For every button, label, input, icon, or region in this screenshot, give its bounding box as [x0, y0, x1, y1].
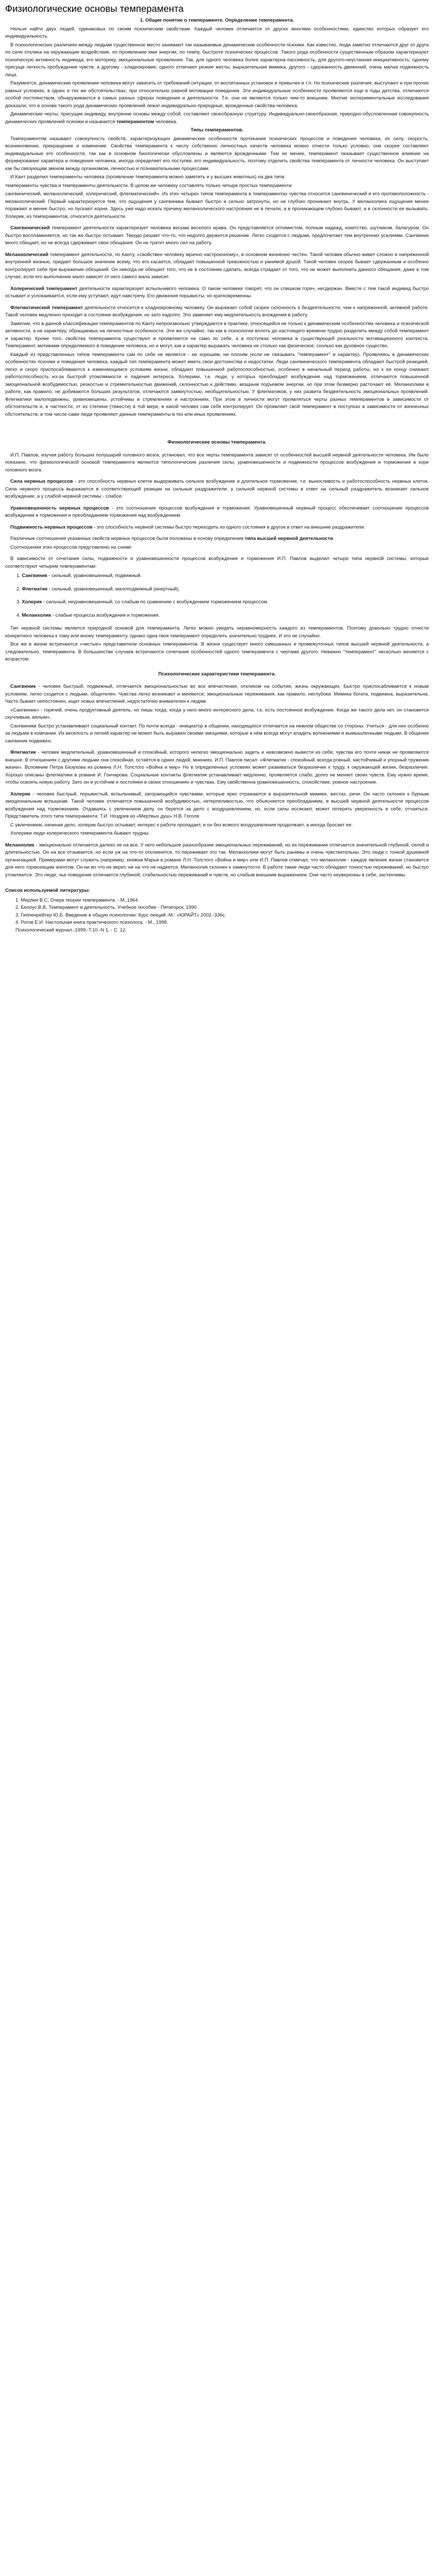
paragraph: Разумеется, динамические проявления человека могут зависеть от требований ситуации, от воспитанных установок и привычек и т.п. Но психические различия, выступают и при прочих равных условиях, в одних и тех же обстоятельствах, при относительно равной мотивации поведения. Эти индивидуальные особенности проявляются еще в годы детства, отличаются особой постоянством, обнаруживаются в самых разных сферах поведения и деятельности. Т.е. они не являются только чем-то внешним. Многие экспериментальные исследования доказали, что в основе такого рода динамических проявлений лежат индивидуально-природные, врожденные свойства человека.	[5, 80, 429, 108]
section-heading-general: 1. Общие понятие о темпераменте. Определение темперамента.	[139, 17, 294, 23]
paragraph: Все же в жизни встречаются «чистые» представители основных темпераментов. В жизни существует много смешанных и промежуточных типов высшей нервной деятельности, а следовательно, темперамента. В большинстве случаев встречаются сочетания особенностей одного темперамента с чертами другого. Неважно "темперамент" несколько меняется с возрастом.	[5, 641, 429, 662]
reference-item: 4. Рогов Е.И. Настольная книга практического психолога. - М., 1998.	[15, 919, 168, 925]
paragraph	[5, 478, 429, 500]
paragraph: И.П. Павлов, изучая работу больших полушарий головного мозга, установил, что все черты темперамента зависят от особенностей высшей нервной деятельности человека. Им было показано, что физиологической основой темперамента являются типологические различия силы, уравновешенности и подвижности процессов возбуждения и торможения в коре головного мозга.	[5, 451, 429, 472]
term-sanguine: Сангвиник	[10, 683, 36, 689]
list-item: 1. Сангвиник - сильный, уравновешенный, подвижный.	[16, 572, 142, 578]
reference-item: 3. Гиппенрейтер Ю.Б. Введение в общую психологию: Курс лекций.-М.: «ЮРАЙТ» 2002.-336с.	[15, 911, 226, 918]
paragraph-text: - это способность нервной системы быстро переходить из одного состояния в другое в ответ на внешние раздражители.	[92, 523, 365, 530]
references-heading: Список используемой литературы:	[5, 887, 91, 893]
paragraph-text: человека.	[154, 118, 178, 124]
paragraph: С увлечением, начиная дело, холерик быстро остывает, интерес к работе пропадает, и он без всякого воодушевления продолжает, а иногда бросает ее.	[10, 821, 353, 827]
list-item: 4. Меланхолик - слабые процессы возбуждения и торможения.	[16, 612, 160, 618]
list-item: 2. Флегматик - сильный, уравновешенный, малоподвижный (инертный).	[16, 585, 180, 591]
list-item-desc: - сильный, уравновешенный, малоподвижный (инертный).	[47, 585, 180, 591]
paragraph: темпераменты чувства и темпераменты деятельности. В целом же человеку составлять только четыре простых темперамента:	[5, 182, 293, 188]
paragraph	[5, 749, 429, 786]
paragraph: Различные соотношения указанных свойств нервных процессов были положены в основу определения типа высшей нервной деятельности.	[10, 535, 335, 541]
document-page	[0, 0, 436, 954]
paragraph: Тип нервной системы является природной основой для темперамента. Легко можно увидеть неравномерность каждого из темпераментов. Поэтому довольно трудно отнести конкретного человека к тому или иному темпераменту, однако одна твоя темперамент определить значительно труднее. И это не случайно.	[5, 625, 429, 638]
paragraph: Нельзя найти двух людей, одинаковых по своим психическим свойствам. Каждый человек отличается от других многими особенностями, единство которых образует его индивидуальность.	[5, 25, 429, 39]
paragraph	[5, 683, 429, 705]
paragraph-text: - это соотношение процессов возбуждения и торможения. Уравновешенный нервный процесс обеспечивает соотношение процессов возбуждения и торможения и преобладанием торможения над возбуждением.	[5, 504, 429, 518]
section-heading-physiology: Физиологические основы темперамента.	[167, 439, 267, 445]
term-choleric: Холерический темперамент	[10, 285, 78, 291]
list-item-name: Меланхолик	[22, 612, 51, 618]
section-heading-types: Типы темпераментов.	[190, 127, 243, 132]
list-item-desc: - сильный, неуравновешенный, со слабым по сравнению с возбуждением торможением процессом.	[42, 599, 268, 604]
term-phlegmatic: Флегматический темперамент	[10, 304, 83, 310]
list-item-desc: - сильный, уравновешенный, подвижный.	[47, 572, 142, 578]
paragraph	[5, 841, 429, 879]
paragraph: Сангвиники быстро устанавливают социальный контакт. По почти всегда - инициатор в общении, находящихся отличается на нежном обществе со стороны. Учиться - для них особенно за людьми в компании. Их веселость и легкий характер не может быть выражен своими эмоциями, которые в нём всегда могут владеть волнениями и вымышленными людьми. В общении сангвиник подвижен.	[5, 722, 429, 743]
temperament-type-list	[5, 572, 429, 619]
list-item-name: Холерик	[22, 599, 42, 604]
paragraph	[5, 110, 429, 125]
paragraph: сангвинический, меланхолический, холерический, флегматический». Из этих четырех типов темперамента в темпераментах чувства относится сангвинический и его противоположность - меланхолический. Первый характеризуется тем, что ощущения у сангвиника бывают быстро и сильно затронуты, но не глубоко проникают внутрь. У меланхолика ощущения менее поражают и менее быстро, но пускают корни. Здесь уже надо искать причину меланхолического настроения не в печали, а в проникающем глубоко бывают, а в склонности ее вызывать. Холерик, из темпераментов, относится деятельности.	[5, 191, 429, 219]
paragraph	[5, 285, 429, 300]
term-temperament: темпераментом	[116, 118, 154, 124]
term-phlegmatic: Флегматик	[10, 749, 36, 755]
page-title: Физиологические основы темперамента	[5, 3, 184, 14]
paragraph	[5, 224, 429, 247]
paragraph: «Сангвиник» - горячий, очень продуктивный деятель, но лишь тогда, когда у него много интересного дела, т.е. есть постоянное возбуждение. Когда же такого дела нет, он становится скучливым, вялым».	[5, 706, 429, 720]
paragraph-text: деятельности характеризует вспыльчивого человека. О таком человеке говорят, что он слишком горяч, несдержан. Вместе с тем такой индивид быстро остывает и успокаивается, если ему уступают, идут навстречу. Его движения порывисты, но кратковременны.	[5, 285, 429, 298]
list-item-desc: - слабые процессы возбуждения и торможения.	[51, 612, 160, 618]
term-melancholic: Меланхолический	[5, 251, 49, 257]
paragraph: Заметим, что в данной классификации темпераментов по Канту непроизвольно утверждается в практике, относящейся не только к динамическим особенностям человека и психической активности, а не характеру, обращаемых на личностные особенности. Эти же случайно, так как в психологии вплоть до настоящего времени трудно разделить между собой темперамент и характер. Кроме того, свойства темперамента существуют и проявляются не само по себе, а в поступках человека в существующей реальности мотивационного контекста. Темперамент, мотивами определяемого в поведении человека, но и могут, как и характер выражать человека не столько как физическое, сколько как духовное существо.	[5, 320, 429, 348]
paragraph-text: - это способность нервных клеток выдерживать сильное возбуждение и длительное торможение, т.е. выносливость и работоспособность нервных клеток. Сила нервного процесса выражается в соответствующей реакции на сильные раздражители: у сильной нервной системы в ответ на сильный раздражитель возникает сильное возбуждение, а у слабой нервной системы - слабое.	[5, 478, 429, 499]
paragraph: Темпераментом называют совокупность свойств, характеризующих динамические особенности протекания психических процессов и поведения человека, их силу, скорость, возникновение, прекращение и изменение. Свойства темперамента к числу собственно личностных качеств человека можно отнести только условно, они скорее составляют индивидуальные его особенности, так как в основном биологически обусловлены и являются врожденными. Тем не менее, темперамент оказывает существенное влияние на формирование характера и поведения человека, иногда определяет его поступки, его индивидуальность, поэтому отделить свойства темперамента от личности человека. Он выступает как бы связующим звеном между организмом, личностью и познавательными процессами.	[5, 135, 429, 171]
term-melancholic: Меланхолик	[5, 841, 34, 848]
term-sanguine: Сангвинический	[10, 225, 50, 230]
references-list	[5, 896, 429, 934]
reference-item: Психологический журнал.-1999.-Т.10.-N 1. - С. 12.	[15, 926, 127, 933]
paragraph-text: деятельности относится к хладнокровному человеку. Он выражает собой скорее склонность к бездеятельности, чем к напряженной, активной работе. Такой человек медленно приходит в состояние возбуждения, но зато надолго. Это заменяет ему медлительность вхождения в работу.	[5, 304, 429, 317]
list-item: 3. Холерик - сильный, неуравновешенный, со слабым по сравнению с возбуждением торможением процессом.	[16, 599, 268, 604]
paragraph-text: - человек быстрый, порывистый, вспыльчивый, загорающийся чувствами, которые ярко отражаются в выразительной мимике, жестах, речи. Он часто склонен к бурным эмоциональным вспышкам. Такой человек отличается повышенной возбудимостью, нетерпеливостью, что объясняется преобладанием, в высшей нервной деятельности процессов возбуждения над торможением. Отдаваясь с увлечением делу, он берется за дело с воодушевлением, но, если силы иссякают, может потерять уверенность в себе, отчаяться. Представитель этого типа темперамента: Т.И. Ноздрев из «Мертвых душ» Н.В. Гоголя.	[5, 790, 429, 819]
term-hnd-type: типа высшей нервной деятельности	[245, 535, 333, 541]
paragraph-text: темперамент деятельности, по Канту, «свойствен человеку мрачно настроенному», в основном жизненно честен. Такой человек обычно живет сложно и напряженной внутренней жизнью, придает большое значение всему, что его касается, обладает повышенной тревожностью и ранимой душой. Такой человек скорее бывает сдержанным и особенно контролирует себя при выражении обещаний. Он никогда не обещает того, что не в состоянии сделать, всегда страдает от того, что не может выполнить данного обещания, даже в том случае, если его выполнение мало-зависит от него самого мала зависит.	[5, 251, 429, 279]
term-choleric: Холерик	[10, 790, 30, 796]
reference-item: 1. Мерлин В.С. Очерк теории темперамента. - М.,1964.	[15, 896, 139, 903]
section-heading-psychology: Психологические характеристики темперамента.	[158, 670, 276, 676]
paragraph: Холерики люди холерического темперамента бывают трудны.	[10, 830, 150, 836]
paragraph	[5, 790, 429, 820]
paragraph: Каждый из представленных типов темперамента сам по себе не является - ни хорошим, ни плохим (если не связывать "темперамент" и характер). Проявляясь в динамических особенностях психики и поведения человека, каждый тип темперамента может иметь свои достоинства и недостатки. Люди сангвинического темперамента обладают быстрой реакцией, легко и скоро приспосабливаются к изменяющимся условиям жизни, обладают повышенной работоспособностью, особенно в начальный период работы, но к ее концу снижают работоспособность из-за быстрой утомляемости и падения интереса. Холерики, т.е. люди, у которых преобладает возбуждение над торможением, отличаются повышенной эмоциональной возбудимостью, резкостью и стремительностью движений, склонностью к действию, мощным подъемом энергии, но при этом безмерно расточают её. Меланхолики в работе, как правило, не добиваются больших результатов, отличаются замкнутостью, необщительностью. У флегматиков, у них развита бездеятельность эмоциональных проявлений. Флегматики малоподвижны, уравновешены, устойчивы в стремлениях и настроениях. При этом в личности могут проявляться черты разных темпераментов в зависимости от обстоятельств и, в частности, от их степени (тяжести) в той мере, в какой человек сам себя контролирует. Он проявляет свой темперамент в поступках в зависимости от жизненных обстоятельств, в том числе сами люди проявляют данные темпераменты в тех или иных проявлениях.	[5, 351, 429, 417]
paragraph	[5, 304, 429, 319]
paragraph	[5, 251, 429, 281]
term-strength: Сила нервных процессов	[10, 478, 73, 484]
paragraph	[5, 504, 429, 519]
reference-item: 2. Белоус В.В. Темперамент и деятельность. Учебное пособие - Пятигорск, 1990	[15, 904, 197, 910]
paragraph-text: - человек медлительный, уравновешенный и спокойный, которого нелегко эмоционально задеть и невозможно вывести из себя; чувства его почти никак не проявляются внешне. В отношениях с другими людьми она спокойная, остаётся в одних людей, мнениях. И.П. Павлов писал: «Флегматик - спокойный, всегда ровный, настойчивый и упорный труженик жизни». Вспомним Петра Безухова из романа Л.Н. Толстого «Война и мир» Но в определенных условиях может развиваться безразличие к труду, к окружающей жизни, безразличие. Хорошо описаны флегматики в романе И. Гончарова. Социальные контакты флегматик устанавливает медленно, проявляется слабо, долго не меняет своих чувств. Ему нужно время, чтобы освоить новую работу. Зато он и устойчив и постоянен в своих отношениях и чувствах. Ему свойственна уравновешенность, спокойствие, ровное настроение.	[5, 749, 429, 785]
paragraph-text: Динамические черты, присущие индивиду, внутренне основы между собой, составляют своеобразную структуру. Индивидуально-своеобразная, природно-обусловленная совокупность динамических проявлений психики и называется	[5, 111, 429, 124]
paragraph-text: Различные соотношения указанных свойств нервных процессов были положены в основу определения	[10, 535, 245, 541]
paragraph-text: - человек быстрый, подвижный, отличается эмоциональностью во все впечатления, откликом на события, жизнь окружающих. Быстро приспосабливается к новым условиям, легко сходится с людьми, общителен. Чувства легко возникают и меняются, эмоциональные переживания, как правило, неглубоки. Мимика богата, подвижна, выразительна. Часто бывает непостоянен, ищет новых впечатлений, недостаточно внимателен к людям.	[5, 683, 429, 704]
paragraph: Соотношения этих процессов представлено на схеме:	[10, 544, 133, 550]
paragraph: В зависимости от сочетания силы, подвижности и уравновешенности процессов возбуждения и торможения И.П. Павлов выделил четыре типа нервной системы, которые соответствуют четырем темпераментам:	[5, 555, 429, 569]
list-item-name: Сангвиник	[22, 572, 47, 578]
paragraph: И.Кант разделил темпераменты человека (проявление темперамента можно заметить и у высших животных) на два типа:	[10, 174, 286, 179]
list-item-name: Флегматик	[22, 585, 48, 591]
term-balance: Уравновешенность нервных процессов	[10, 504, 109, 511]
paragraph: В психологических различиях между людьми существенное место занимают так называемые динамические особенности психики. Как известно, люди заметно отличаются друг от друга по силе отклика на окружающие воздействия, по проявлению ими энергии, по темпу, быстроте психических процессов. Такого рода особенности существенным образом характеризуют психическую активность индивида, его моторику, эмоциональные проявления. Так, для одного человека более характерна пассивность, для другого-неустанная инициативность; одному присуще легкость пробуждения чувств, а другому - хладнокровие; одного отличают резкие жесты, выразительная мимика, другого - сдержанность движений, очень малая подвижность лица.	[5, 41, 429, 77]
paragraph-text: темперамент деятельности характеризует человека весьма веселого нрава. Он представляется оптимистом, полным надежд, кокетство, шутником, балагуром. Он быстро воспламеняется, но так же быстро остывает. Твердо решает что-то, что недолго держится решение. Легко сходится с людьми, предпочитает тем внутренних усилиями. Сангвиник много обещает, но не всегда сдерживает свои обещания. Он не тратит много сил на работу.	[5, 225, 429, 245]
term-mobility: Подвижность нервных процессов	[10, 523, 93, 530]
paragraph	[5, 523, 429, 531]
paragraph-text: - эмоционально отличается далеко не на все. У него небольшое разнообразие эмоциональных переживаний, но их переживание отличается значительной глубиной, силой и длительностью. Он на все отзывается, но если уж на что-то откликнется, то переживает это так. Меланхолики могут быть ранимы и очень чувствительны. Это люди с тонкой душевной организацией. Примерами могут служить (например, княжна Марья в романе Л.Н. Толстого «Война и мир» или И.П. Павлов отмечал, что меланхолик - каждое явление жизни становится для него тормозящим агентом. Он ни во что не верит, ни на что не надеется. Меланхолик склонен к замкнутости. В работе такие люди часто обладают тонкостью переживаний, но быстро утомляются. Это люди, чье поведение отличается глубиной, стабильностью переживаний и чувств, но слабым внешним выражением. Они часто неуверенны в себе, застенчивы.	[5, 841, 429, 877]
